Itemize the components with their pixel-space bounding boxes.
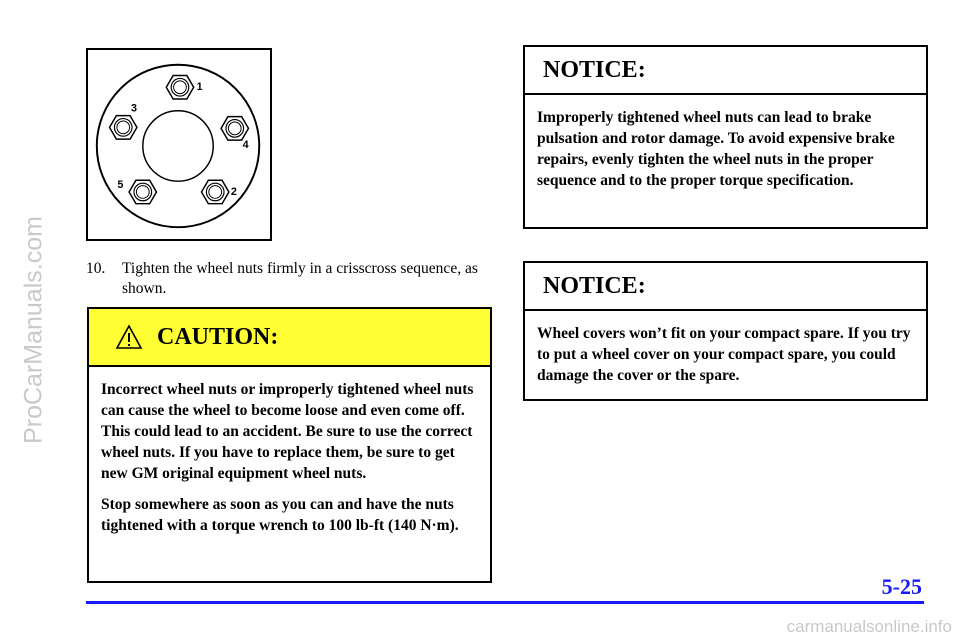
notice-text: Wheel covers won’t fit on your compact spare. If you try to put a wheel cover on your compact spare, you could damage the cover or the spare.: [537, 325, 911, 384]
sequence-label-1: 1: [196, 81, 203, 94]
step-number: 10.: [86, 260, 106, 277]
notice-box-brake: [523, 45, 928, 229]
notice-text: Improperly tightened wheel nuts can lead to brake pulsation and rotor damage. To avoid expensive brake repairs, evenly tighten the wheel nuts in the proper sequence and to the proper torque specification.: [537, 109, 895, 189]
step-text: Tighten the wheel nuts firmly in a crisscross sequence, as shown.: [122, 260, 478, 297]
page-number: 5-25: [881, 574, 922, 599]
caution-body: [89, 367, 490, 536]
wheel-nut-sequence-diagram: [86, 48, 272, 241]
lug-nut-5: [129, 180, 156, 203]
caution-box: [87, 307, 492, 583]
notice-body: [525, 95, 926, 191]
warning-triangle-icon: [115, 324, 143, 350]
sequence-label-3: 3: [131, 102, 138, 115]
notice-body: [525, 311, 926, 386]
footer-watermark: carmanualsonline.info: [786, 617, 952, 636]
caution-title: CAUTION:: [157, 323, 279, 350]
notice-title: NOTICE:: [543, 272, 646, 299]
sequence-label-5: 5: [117, 179, 124, 192]
sequence-label-2: 2: [230, 185, 237, 198]
sequence-label-4: 4: [242, 138, 249, 151]
side-watermark: [4, 0, 64, 640]
center-hub: [143, 111, 213, 181]
caution-paragraph: Stop somewhere as soon as you can and have the nuts tightened with a torque wrench to 100 lb-ft (140 N·m).: [101, 496, 459, 534]
lug-nut-4: [221, 117, 248, 140]
notice-header: [525, 263, 926, 311]
lug-nut-3: [110, 116, 137, 139]
notice-box-wheel-cover: [523, 261, 928, 401]
notice-title: NOTICE:: [543, 56, 646, 83]
wheel-diagram-svg: [88, 50, 270, 239]
lug-nut-1: [166, 76, 193, 99]
caution-header: [89, 309, 490, 367]
footer-divider: [86, 601, 924, 604]
side-watermark-text: ProCarManuals.com: [19, 216, 48, 444]
notice-header: [525, 47, 926, 95]
lug-nut-2: [202, 180, 229, 203]
caution-paragraph: Incorrect wheel nuts or improperly tightened wheel nuts can cause the wheel to become loose and even come off. This could lead to an accident. Be sure to use the correct wheel nuts. If you have to replace them, be sure to get new GM original equipment wheel nuts.: [101, 381, 474, 482]
